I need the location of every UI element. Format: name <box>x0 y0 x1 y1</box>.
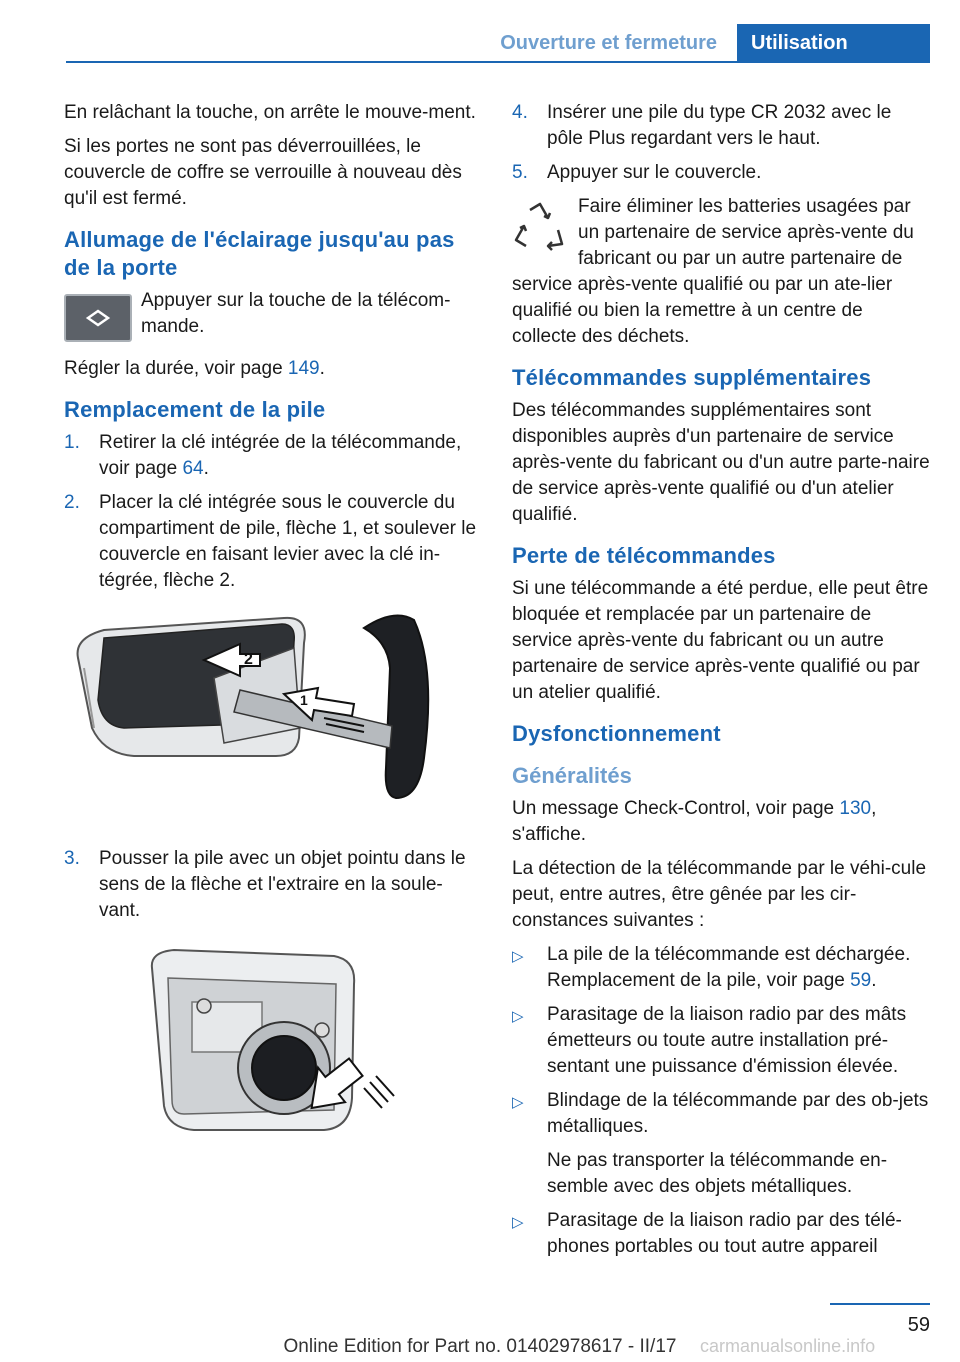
bullet-text: Blindage de la télécommande par des ob-jets métalliques. <box>547 1090 929 1137</box>
lighting-instruction <box>64 288 480 348</box>
recycle-text: Faire éliminer les batteries usagées par un partenaire de service après-vente du fabricant ou par un autre partenaire de service après-vente qualifié ou par un ate-lier qualifié ou bien la remettre à un centre de collecte des déchets. <box>512 196 914 347</box>
heading-general: Généralités <box>512 763 632 788</box>
recycle-note <box>512 194 930 350</box>
right-column <box>512 100 930 1268</box>
step-4 <box>512 100 930 152</box>
key-opening-illustration <box>64 608 480 826</box>
page-link-149[interactable]: 149 <box>287 358 320 379</box>
bullet-triangle-icon: ▷ <box>512 1008 524 1025</box>
step-text: Insérer une pile du type CR 2032 avec le pôle Plus regardant vers le haut. <box>547 102 892 149</box>
page-link-64[interactable]: 64 <box>182 458 204 479</box>
heading-loss: Perte de télécommandes <box>512 543 776 568</box>
remote-light-button-icon <box>64 294 132 342</box>
step-number: 5. <box>512 162 528 183</box>
bullet-item <box>512 1002 930 1080</box>
loss-text: Si une télécommande a été perdue, elle peut être bloquée et remplacée par un partenaire de service après-vente du fabricant ou un autre partenaire de service après-vente qualifié ou par un atelier qualifié. <box>512 578 929 703</box>
bullet-text: Parasitage de la liaison radio par des mâts émetteurs ou toute autre installation pré-sentant une puissance d'émission élevée. <box>547 1004 907 1077</box>
additional-text: Des télécommandes supplémentaires sont disponibles auprès d'un partenaire de service après-vente du fabricant ou d'un autre parte-naire de service après-vente qualifié ou d'un atelier qualifié. <box>512 400 930 525</box>
step-number: 1. <box>64 432 80 453</box>
paragraph-doors: Si les portes ne sont pas déverrouillées, le couvercle de coffre se verrouille à nouveau dès qu'il est fermé. <box>64 136 462 209</box>
step-text: Retirer la clé intégrée de la télécommande, voir page 64. <box>99 432 462 479</box>
bullet-triangle-icon: ▷ <box>512 1094 524 1111</box>
step-1 <box>64 430 480 482</box>
step-2 <box>64 490 480 594</box>
watermark: carmanualsonline.info <box>700 1336 876 1356</box>
bullet-triangle-icon: ▷ <box>512 948 524 965</box>
detection-paragraph: La détection de la télécommande par le véhi-cule peut, entre autres, être gênée par les cir-constances suivantes : <box>512 858 927 931</box>
footer-rule <box>830 1303 930 1305</box>
edition-footer: Online Edition for Part no. 01402978617 - II/17 <box>283 1336 677 1357</box>
heading-battery: Remplacement de la pile <box>64 397 326 422</box>
lighting-text: Appuyer sur la touche de la télécom-mande. <box>141 290 451 337</box>
heading-malfunction: Dysfonctionnement <box>512 721 721 746</box>
svg-text:2: 2 <box>244 651 253 668</box>
duration-prefix: Régler la durée, voir page <box>64 358 288 379</box>
section-title: Ouverture et fermeture <box>500 32 717 54</box>
recycle-icon <box>512 200 568 260</box>
step-number: 4. <box>512 102 528 123</box>
step-text: Placer la clé intégrée sous le couvercle du compartiment de pile, flèche 1, et soulever le couvercle en faisant levier avec la clé in-tégrée, flèche 2. <box>99 492 477 591</box>
battery-removal-illustration <box>64 938 480 1146</box>
left-column <box>64 100 480 1166</box>
step-3 <box>64 846 480 924</box>
heading-additional-remotes: Télécommandes supplémentaires <box>512 365 872 390</box>
bullet-item <box>512 1088 930 1200</box>
bullet-triangle-icon: ▷ <box>512 1214 524 1231</box>
step-number: 2. <box>64 492 80 513</box>
duration-paragraph <box>64 356 480 382</box>
paragraph-release: En relâchant la touche, on arrête le mouve-ment. <box>64 102 476 123</box>
step-text: Pousser la pile avec un objet pointu dans le sens de la flèche et l'extraire en la soule-vant. <box>99 848 466 921</box>
check-control-paragraph: Un message Check-Control, voir page 130, s'affiche. <box>512 798 877 845</box>
duration-suffix: . <box>319 358 325 379</box>
header-rule <box>66 61 930 63</box>
heading-lighting: Allumage de l'éclairage jusqu'au pas de la porte <box>64 227 455 280</box>
bullet-text: Parasitage de la liaison radio par des télé-phones portables ou tout autre appareil <box>547 1210 902 1257</box>
svg-text:1: 1 <box>300 692 308 708</box>
bullet-text: La pile de la télécommande est déchargée. <box>547 944 911 965</box>
page-link-130[interactable]: 130 <box>839 798 872 819</box>
page-link-59[interactable]: 59 <box>850 970 872 991</box>
step-text: Appuyer sur le couvercle. <box>547 162 762 183</box>
page-number: 59 <box>907 1314 930 1336</box>
bullet-subtext: Ne pas transporter la télécommande en-semble avec des objets métalliques. <box>547 1150 888 1197</box>
step-number: 3. <box>64 848 80 869</box>
step-5 <box>512 160 930 186</box>
bullet-item: ▷ La pile de la télécommande est déchargée. Remplacement de la pile, voir page 59. <box>512 942 930 994</box>
tab-utilisation[interactable]: Utilisation <box>737 24 930 62</box>
bullet-item <box>512 1208 930 1260</box>
